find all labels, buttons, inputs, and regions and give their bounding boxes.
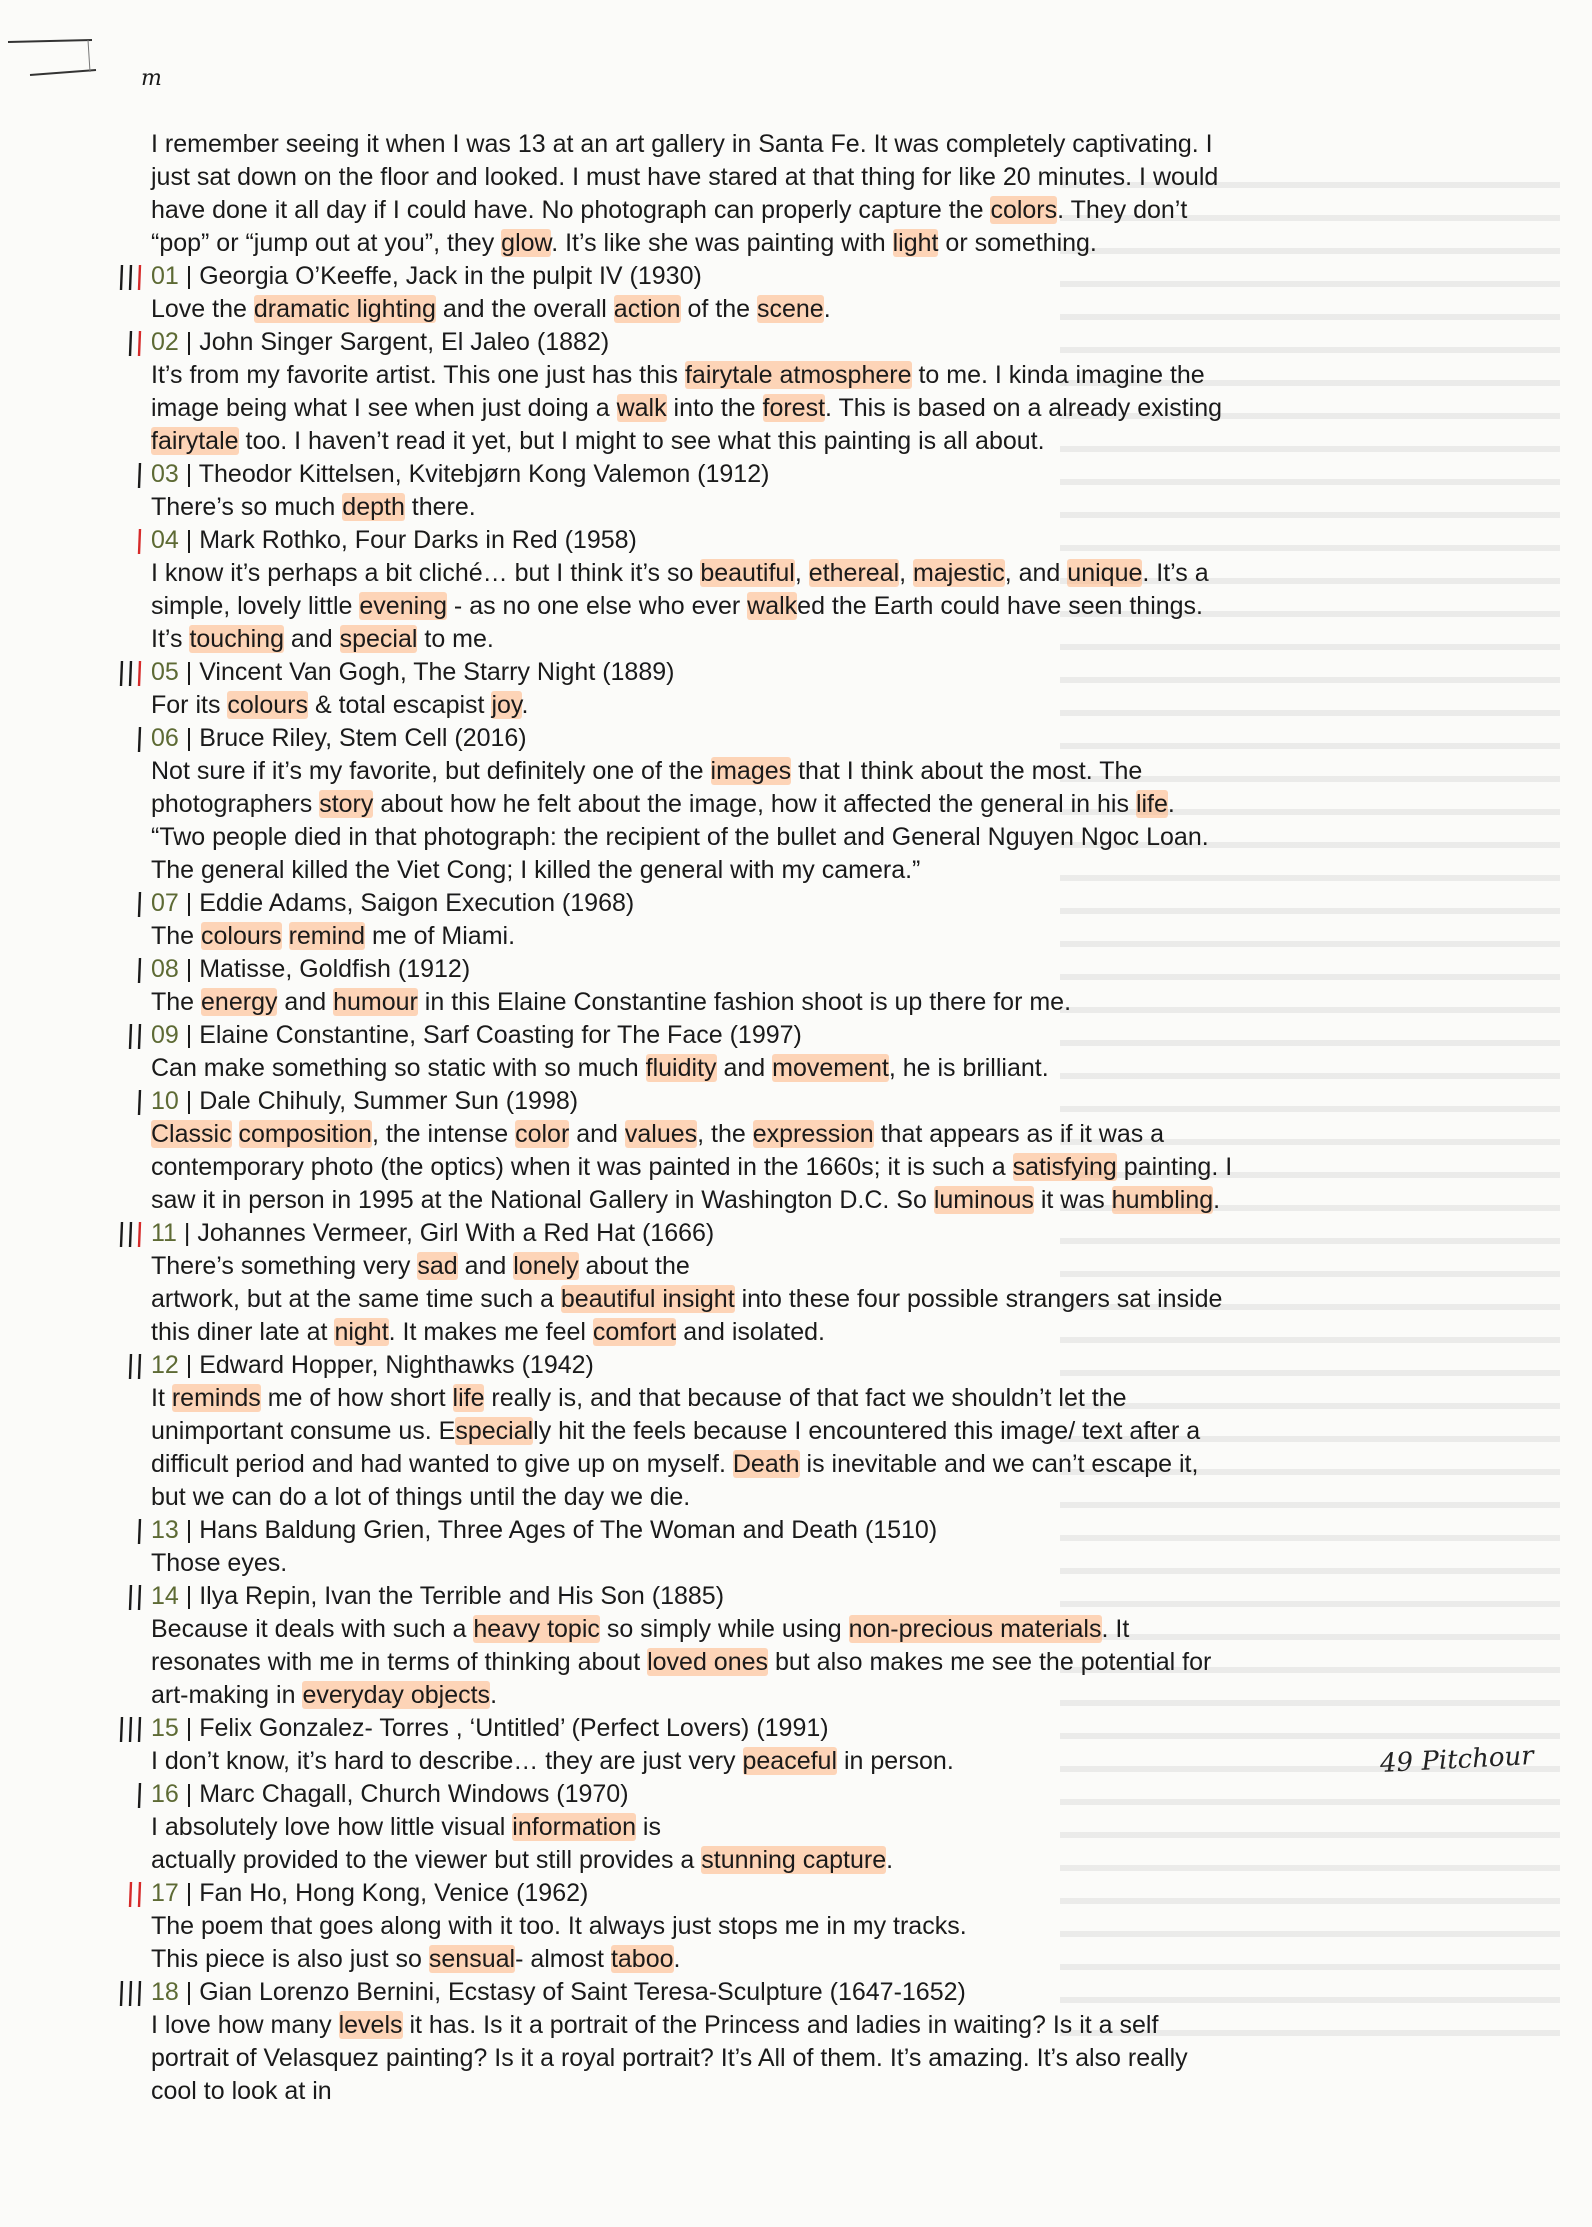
entry-separator: | [176,1219,198,1247]
highlighted-phrase: life [452,1384,485,1412]
handwritten-mark: m [141,66,162,91]
tally-marks [136,956,149,984]
tally-marks [136,1088,149,1116]
entry-comment-line: Can make something so static with so much fluidity and movement, he is brilliant. [151,1054,1049,1082]
entry-comment-line: this diner late at night. It makes me feel comfort and isolated. [151,1318,825,1346]
entry-comment-line: fairytale too. I haven’t read it yet, but I might to see what this painting is all about. [151,427,1045,455]
highlighted-phrase: fairytale atmosphere [684,361,912,389]
tally-marks [136,1517,149,1545]
tally-marks [118,1979,149,2007]
highlighted-phrase: taboo [610,1945,674,1973]
entry-separator: | [178,460,199,488]
highlighted-phrase: composition [238,1120,372,1148]
highlighted-phrase: peaceful [742,1747,838,1775]
entry-title [151,1976,1501,2009]
entry-comment-line: I don’t know, it’s hard to describe… they are just very peaceful in person. [151,1747,954,1775]
tally-stroke [130,1222,131,1247]
highlighted-phrase: comfort [592,1318,677,1346]
tally-stroke [139,265,140,290]
entry-comment-line: simple, lovely little evening - as no one else who ever walked the Earth could have seen things. [151,592,1204,620]
highlighted-phrase: values [624,1120,698,1148]
entry-comment-line: Those eyes. [151,1549,288,1577]
entry-title [151,1778,1501,1811]
highlighted-phrase: non-precious materials [848,1615,1102,1643]
entry-artwork: Vincent Van Gogh, The Starry Night (1889) [199,658,675,686]
entry-artwork: John Singer Sargent, El Jaleo (1882) [199,328,610,356]
tally-marks [118,1715,149,1743]
highlighted-phrase: images [710,757,792,785]
entry-title [151,1349,1501,1382]
entry-artwork: Dale Chihuly, Summer Sun (1998) [199,1087,579,1115]
highlighted-phrase: special [455,1417,534,1445]
entry-artwork: Marc Chagall, Church Windows (1970) [199,1780,629,1808]
entry-title [151,656,1501,689]
highlighted-phrase: walk [747,592,798,620]
entry-number: 04 [151,526,179,554]
tally-stroke [139,463,140,488]
highlighted-phrase: colors [990,196,1058,224]
entry-comment-line: The general killed the Viet Cong; I killed the general with my camera.” [151,856,921,884]
entry-number: 03 [151,460,179,488]
entry-title [151,1514,1501,1547]
entry-comment-line: actually provided to the viewer but still provides a stunning capture. [151,1846,894,1874]
tally-stroke [139,1024,140,1049]
entry-number: 09 [151,1021,179,1049]
tally-stroke [121,1717,122,1742]
entry-artwork: Bruce Riley, Stem Cell (2016) [199,724,527,752]
entry-comment-line: artwork, but at the same time such a beautiful insight into these four possible strangers sat inside [151,1285,1223,1313]
entry-number: 17 [151,1879,179,1907]
entry-artwork: Mark Rothko, Four Darks in Red (1958) [199,526,637,554]
entry-comment-line: It’s touching and special to me. [151,625,494,653]
tally-marks [136,1781,149,1809]
tally-stroke [130,1024,131,1049]
entry-number: 06 [151,724,179,752]
tally-stroke [139,1585,140,1610]
tally-stroke [139,529,140,554]
tally-stroke [139,1090,140,1115]
entry-artwork: Gian Lorenzo Bernini, Ecstasy of Saint Teresa-Sculpture (1647-1652) [199,1978,966,2006]
intro-line: “pop” or “jump out at you”, they glow. It’s like she was painting with light or something. [151,229,1097,257]
tally-marks [118,659,149,687]
entry-number: 16 [151,1780,179,1808]
entry-comment-line: portrait of Velasquez painting? Is it a royal portrait? It’s All of them. It’s amazing. It’s also really [151,2044,1188,2072]
entry-artwork: Edward Hopper, Nighthawks (1942) [199,1351,594,1379]
entry-comment-line: Because it deals with such a heavy topic so simply while using non-precious materials. It [151,1615,1130,1643]
entry-title [151,1877,1501,1910]
highlighted-phrase: evening [359,592,447,620]
entry-separator: | [178,328,200,356]
highlighted-phrase: fairytale [151,427,239,455]
highlighted-phrase: light [892,229,939,257]
entry-separator: | [178,526,200,554]
highlighted-phrase: colours [201,922,282,950]
highlighted-phrase: loved ones [647,1648,769,1676]
entry-comment-line: I absolutely love how little visual information is [151,1813,661,1841]
entry-artwork: Johannes Vermeer, Girl With a Red Hat (1666) [197,1219,715,1247]
entry-number: 10 [151,1087,179,1115]
highlighted-phrase: color [515,1120,570,1148]
highlighted-phrase: satisfying [1012,1153,1117,1181]
entry-comment-line: It reminds me of how short life really is, and that because of that fact we shouldn’t let the [151,1384,1127,1412]
entry-separator: | [178,889,200,917]
entry-separator: | [178,1582,200,1610]
highlighted-phrase: stunning capture [701,1846,887,1874]
tally-stroke [139,892,140,917]
highlighted-phrase: reminds [171,1384,261,1412]
intro-line: I remember seeing it when I was 13 at an art gallery in Santa Fe. It was completely captivating. I [151,130,1213,158]
entry-artwork: Theodor Kittelsen, Kvitebjørn Kong Valemon (1912) [198,460,770,488]
entry-number: 13 [151,1516,179,1544]
tally-stroke [139,331,140,356]
entry-number: 05 [151,658,179,686]
tally-stroke [139,1981,140,2006]
entry-comment-line: difficult period and had wanted to give up on myself. Death is inevitable and we can’t escape it, [151,1450,1199,1478]
highlighted-phrase: sensual [428,1945,516,1973]
tally-marks [127,1880,149,1908]
entry-separator: | [178,262,200,290]
entry-comment-line: image being what I see when just doing a walk into the forest. This is based on a already existing [151,394,1223,422]
highlighted-phrase: luminous [933,1186,1034,1214]
tally-stroke [139,1519,140,1544]
highlighted-phrase: ethereal [808,559,900,587]
highlighted-phrase: sad [417,1252,458,1280]
entry-number: 15 [151,1714,179,1742]
tally-stroke [130,1981,131,2006]
entry-artwork: Felix Gonzalez- Torres , ‘Untitled’ (Perfect Lovers) (1991) [199,1714,829,1742]
entry-artwork: Matisse, Goldfish (1912) [199,955,471,983]
highlighted-phrase: depth [342,493,405,521]
tally-stroke [121,1222,122,1247]
corner-pen-marks [0,0,200,110]
tally-stroke [130,265,131,290]
entry-comment-line: For its colours & total escapist joy. [151,691,529,719]
highlighted-phrase: action [613,295,681,323]
highlighted-phrase: colours [227,691,308,719]
entry-comment-line: Love the dramatic lighting and the overall action of the scene. [151,295,831,323]
highlighted-phrase: forest [762,394,826,422]
entry-comment-line: but we can do a lot of things until the day we die. [151,1483,691,1511]
entry-separator: | [178,1021,200,1049]
entry-separator: | [178,658,200,686]
entry-separator: | [178,1087,200,1115]
entry-comment-line: The poem that goes along with it too. It always just stops me in my tracks. [151,1912,967,1940]
entry-comment-line: There’s so much depth there. [151,493,476,521]
highlighted-phrase: joy [491,691,522,719]
intro-paragraph [151,128,1501,260]
highlighted-phrase: remind [288,922,365,950]
highlighted-phrase: fluidity [645,1054,717,1082]
highlighted-phrase: walk [616,394,667,422]
tally-marks [136,890,149,918]
highlighted-phrase: beautiful [700,559,795,587]
intro-line: just sat down on the floor and looked. I must have stared at that thing for like 20 minutes. I would [151,163,1219,191]
entry-comment-line: resonates with me in terms of thinking about loved ones but also makes me see the potential for [151,1648,1212,1676]
tally-stroke [139,727,140,752]
entry-separator: | [178,1351,200,1379]
highlighted-phrase: night [334,1318,389,1346]
entry-artwork: Fan Ho, Hong Kong, Venice (1962) [199,1879,589,1907]
entry-separator: | [178,724,200,752]
highlighted-phrase: majestic [913,559,1005,587]
entry-artwork: Ilya Repin, Ivan the Terrible and His Son (1885) [199,1582,725,1610]
entry-comment-line: Classic composition, the intense color and values, the expression that appears as if it was a [151,1120,1165,1148]
highlighted-phrase: Classic [151,1120,232,1148]
entry-comment-line: It’s from my favorite artist. This one just has this fairytale atmosphere to me. I kinda imagine the [151,361,1205,389]
entry-title [151,1712,1501,1745]
entry-artwork: Elaine Constantine, Sarf Coasting for The Face (1997) [199,1021,802,1049]
entry-title [151,260,1501,293]
entry-comment-line: I know it’s perhaps a bit cliché… but I think it’s so beautiful, ethereal, majestic, and unique. It’s a [151,559,1209,587]
tally-stroke [130,331,131,356]
highlighted-phrase: movement [772,1054,889,1082]
entry-number: 07 [151,889,179,917]
entry-number: 12 [151,1351,179,1379]
highlighted-phrase: life [1135,790,1168,818]
entry-comment-line: contemporary photo (the optics) when it was painted in the 1660s; it is such a satisfying painting. I [151,1153,1233,1181]
tally-stroke [139,1354,140,1379]
entry-separator: | [178,1714,200,1742]
entry-comment-line: cool to look at in [151,2077,332,2105]
entry-title [151,458,1501,491]
tally-stroke [130,1882,131,1907]
highlighted-phrase: levels [338,2011,403,2039]
tally-marks [136,461,149,489]
entry-comment-line: “Two people died in that photograph: the recipient of the bullet and General Nguyen Ngoc Loan. [151,823,1209,851]
entries-list [151,128,1501,2108]
highlighted-phrase: humour [333,988,418,1016]
tally-stroke [130,1717,131,1742]
entry-number: 01 [151,262,179,290]
highlighted-phrase: unique [1067,559,1143,587]
entry-comment-line: I love how many levels it has. Is it a portrait of the Princess and ladies in waiting? Is it a self [151,2011,1159,2039]
entry-title [151,524,1501,557]
tally-stroke [139,1717,140,1742]
highlighted-phrase: touching [189,625,284,653]
tally-stroke [130,1354,131,1379]
entries [151,260,1501,2108]
entry-title [151,1085,1501,1118]
highlighted-phrase: information [512,1813,636,1841]
highlighted-phrase: energy [201,988,278,1016]
entry-artwork: Eddie Adams, Saigon Execution (1968) [199,889,635,917]
tally-stroke [121,661,122,686]
entry-comment-line: unimportant consume us. Especially hit the feels because I encountered this image/ text after a [151,1417,1201,1445]
tally-stroke [139,1882,140,1907]
tally-marks [127,329,149,357]
tally-stroke [139,1222,140,1247]
tally-marks [127,1352,149,1380]
entry-title [151,722,1501,755]
entry-separator: | [178,1516,200,1544]
entry-title [151,1019,1501,1052]
entry-number: 14 [151,1582,179,1610]
tally-stroke [139,1783,140,1808]
tally-stroke [130,661,131,686]
highlighted-phrase: expression [752,1120,874,1148]
entry-comment-line: Not sure if it’s my favorite, but definitely one of the images that I think about the most. The [151,757,1143,785]
entry-comment-line: There’s something very sad and lonely about the [151,1252,690,1280]
tally-stroke [121,265,122,290]
highlighted-phrase: everyday objects [302,1681,491,1709]
entry-separator: | [178,1879,200,1907]
entry-title [151,887,1501,920]
intro-line: have done it all day if I could have. No photograph can properly capture the colors. They don’t [151,196,1188,224]
entry-artwork: Hans Baldung Grien, Three Ages of The Woman and Death (1510) [199,1516,938,1544]
handwritten-side-note: 49 Pitchour [1379,1740,1535,1780]
tally-stroke [139,958,140,983]
entry-title [151,1580,1501,1613]
highlighted-phrase: special [339,625,418,653]
entry-separator: | [178,1978,200,2006]
tally-stroke [139,661,140,686]
entry-comment-line: The colours remind me of Miami. [151,922,516,950]
tally-marks [118,1220,149,1248]
entry-title [151,326,1501,359]
highlighted-phrase: scene [756,295,824,323]
highlighted-phrase: heavy topic [473,1615,600,1643]
entry-separator: | [178,955,200,983]
highlighted-phrase: beautiful insight [560,1285,735,1313]
tally-marks [136,527,149,555]
entry-title [151,1217,1501,1250]
tally-stroke [121,1981,122,2006]
entry-number: 18 [151,1978,179,2006]
entry-artwork: Georgia O’Keeffe, Jack in the pulpit IV (1930) [199,262,702,290]
entry-number: 08 [151,955,179,983]
entry-title [151,953,1501,986]
tally-marks [127,1583,149,1611]
tally-marks [118,263,149,291]
highlighted-phrase: story [319,790,374,818]
entry-comment-line: This piece is also just so sensual- almost taboo. [151,1945,681,1973]
entry-comment-line: saw it in person in 1995 at the National Gallery in Washington D.C. So luminous it was humbling. [151,1186,1221,1214]
highlighted-phrase: humbling [1111,1186,1214,1214]
highlighted-phrase: Death [732,1450,800,1478]
entry-comment-line: photographers story about how he felt about the image, how it affected the general in his life. [151,790,1175,818]
entry-comment-line: art-making in everyday objects. [151,1681,498,1709]
highlighted-phrase: dramatic lighting [253,295,436,323]
entry-comment-line: The energy and humour in this Elaine Constantine fashion shoot is up there for me. [151,988,1072,1016]
entry-number: 02 [151,328,179,356]
tally-stroke [130,1585,131,1610]
tally-marks [127,1022,149,1050]
highlighted-phrase: glow [501,229,552,257]
tally-marks [136,725,149,753]
entry-separator: | [178,1780,200,1808]
entry-number: 11 [151,1219,177,1247]
highlighted-phrase: lonely [513,1252,579,1280]
